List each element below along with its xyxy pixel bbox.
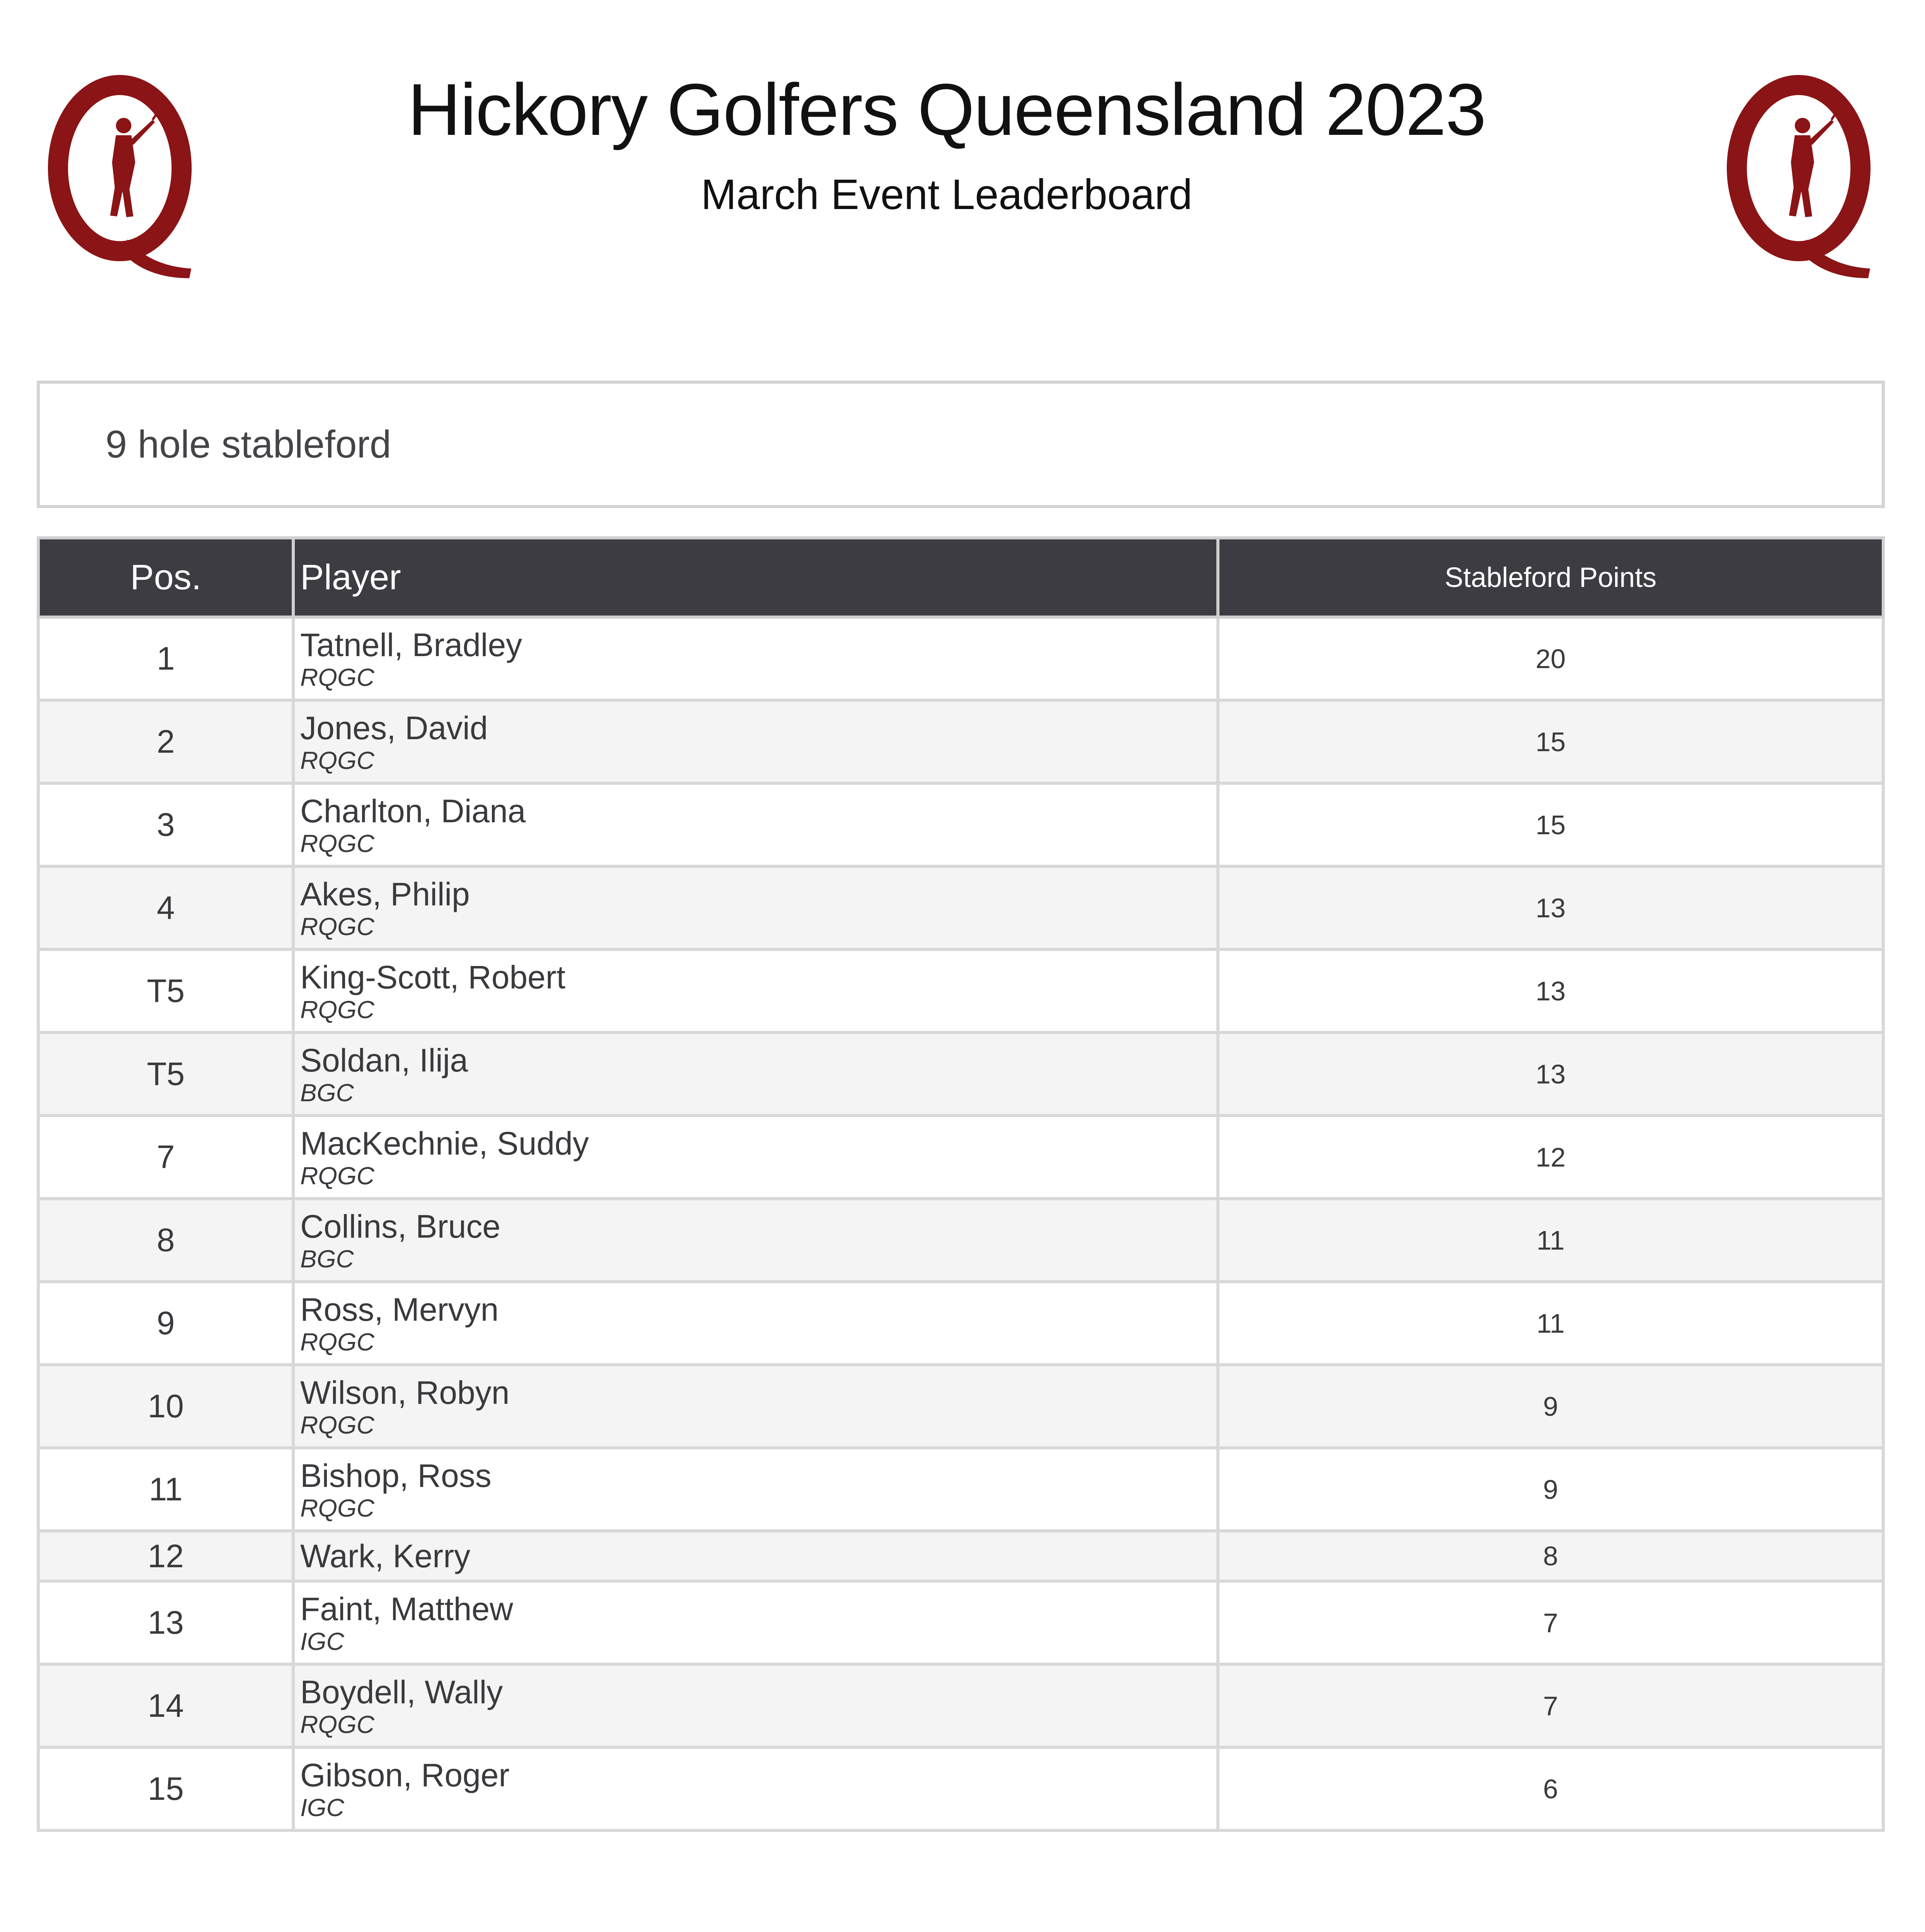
cell-pos: 13 [38,1581,293,1664]
cell-player [293,1664,1218,1747]
player-name: Charlton, Diana [300,793,526,829]
table-row [38,1448,1883,1531]
leaderboard-table [37,536,1885,1832]
cell-player [293,866,1218,949]
player-club: IGC [300,1627,344,1655]
cell-points: 12 [1218,1116,1883,1199]
player-name: MacKechnie, Suddy [300,1125,589,1162]
cell-pos: T5 [38,949,293,1032]
cell-player [293,1448,1218,1531]
table-row [38,1199,1883,1282]
cell-points: 7 [1218,1581,1883,1664]
player-name: Wark, Kerry [300,1538,471,1574]
cell-player [293,949,1218,1032]
cell-player [293,700,1218,783]
cell-points: 8 [1218,1531,1883,1581]
cell-points: 11 [1218,1282,1883,1365]
player-club: RQGC [300,829,374,857]
cell-pos: 11 [38,1448,293,1531]
cell-points: 15 [1218,700,1883,783]
cell-points: 15 [1218,783,1883,866]
cell-points: 7 [1218,1664,1883,1747]
cell-points: 20 [1218,617,1883,700]
table-row [38,1531,1883,1581]
page-title: Hickory Golfers Queensland 2023 [408,69,1486,151]
table-row [38,866,1883,949]
player-club: RQGC [300,746,374,774]
cell-pos: 2 [38,700,293,783]
table-row [38,617,1883,700]
cell-player [293,1199,1218,1282]
cell-points: 9 [1218,1448,1883,1531]
cell-points: 13 [1218,1032,1883,1116]
player-club: RQGC [300,1710,374,1738]
cell-player [293,1365,1218,1448]
player-name: Jones, David [300,709,488,746]
table-row [38,1116,1883,1199]
player-name: Faint, Matthew [300,1590,513,1627]
player-name: Gibson, Roger [300,1757,510,1793]
cell-player [293,1531,1218,1581]
format-label: 9 hole stableford [105,422,391,466]
player-club: RQGC [300,1494,374,1522]
cell-pos: 4 [38,866,293,949]
cell-player [293,1581,1218,1664]
cell-pos: 1 [38,617,293,700]
player-name: Wilson, Robyn [300,1374,510,1411]
cell-player [293,617,1218,700]
cell-player [293,783,1218,866]
player-club: IGC [300,1793,344,1821]
table-row [38,1282,1883,1365]
player-club: BGC [300,1078,354,1107]
player-club: RQGC [300,1411,374,1439]
player-name: Bishop, Ross [300,1457,491,1494]
player-name: Boydell, Wally [300,1673,503,1710]
player-club: RQGC [300,912,374,940]
table-row [38,1581,1883,1664]
player-name: Soldan, Ilija [300,1042,468,1078]
table-header-row [38,538,1883,617]
cell-pos: T5 [38,1032,293,1116]
cell-points: 9 [1218,1365,1883,1448]
cell-pos: 9 [38,1282,293,1365]
cell-pos: 7 [38,1116,293,1199]
cell-player [293,1282,1218,1365]
column-header-pos: Pos. [38,538,293,617]
cell-pos: 14 [38,1664,293,1747]
table-row [38,1365,1883,1448]
table-row [38,949,1883,1032]
column-header-player: Player [293,538,1218,617]
cell-pos: 12 [38,1531,293,1581]
cell-player [293,1747,1218,1830]
format-box [37,381,1885,508]
player-name: Tatnell, Bradley [300,626,522,663]
table-row [38,1747,1883,1830]
cell-points: 6 [1218,1747,1883,1830]
cell-pos: 10 [38,1365,293,1448]
player-name: Akes, Philip [300,876,470,912]
table-row [38,700,1883,783]
cell-points: 13 [1218,866,1883,949]
cell-pos: 3 [38,783,293,866]
player-club: RQGC [300,663,374,691]
player-club: RQGC [300,1328,374,1356]
table-row [38,1664,1883,1747]
player-club: RQGC [300,1162,374,1190]
player-name: King-Scott, Robert [300,959,566,995]
player-name: Collins, Bruce [300,1208,501,1245]
column-header-points: Stableford Points [1218,538,1883,617]
cell-player [293,1116,1218,1199]
cell-pos: 15 [38,1747,293,1830]
cell-pos: 8 [38,1199,293,1282]
cell-points: 11 [1218,1199,1883,1282]
player-club: RQGC [300,995,374,1024]
table-row [38,783,1883,866]
cell-points: 13 [1218,949,1883,1032]
player-club: BGC [300,1245,354,1273]
player-name: Ross, Mervyn [300,1291,499,1328]
page-subtitle: March Event Leaderboard [701,171,1192,218]
cell-player [293,1032,1218,1116]
table-row [38,1032,1883,1116]
